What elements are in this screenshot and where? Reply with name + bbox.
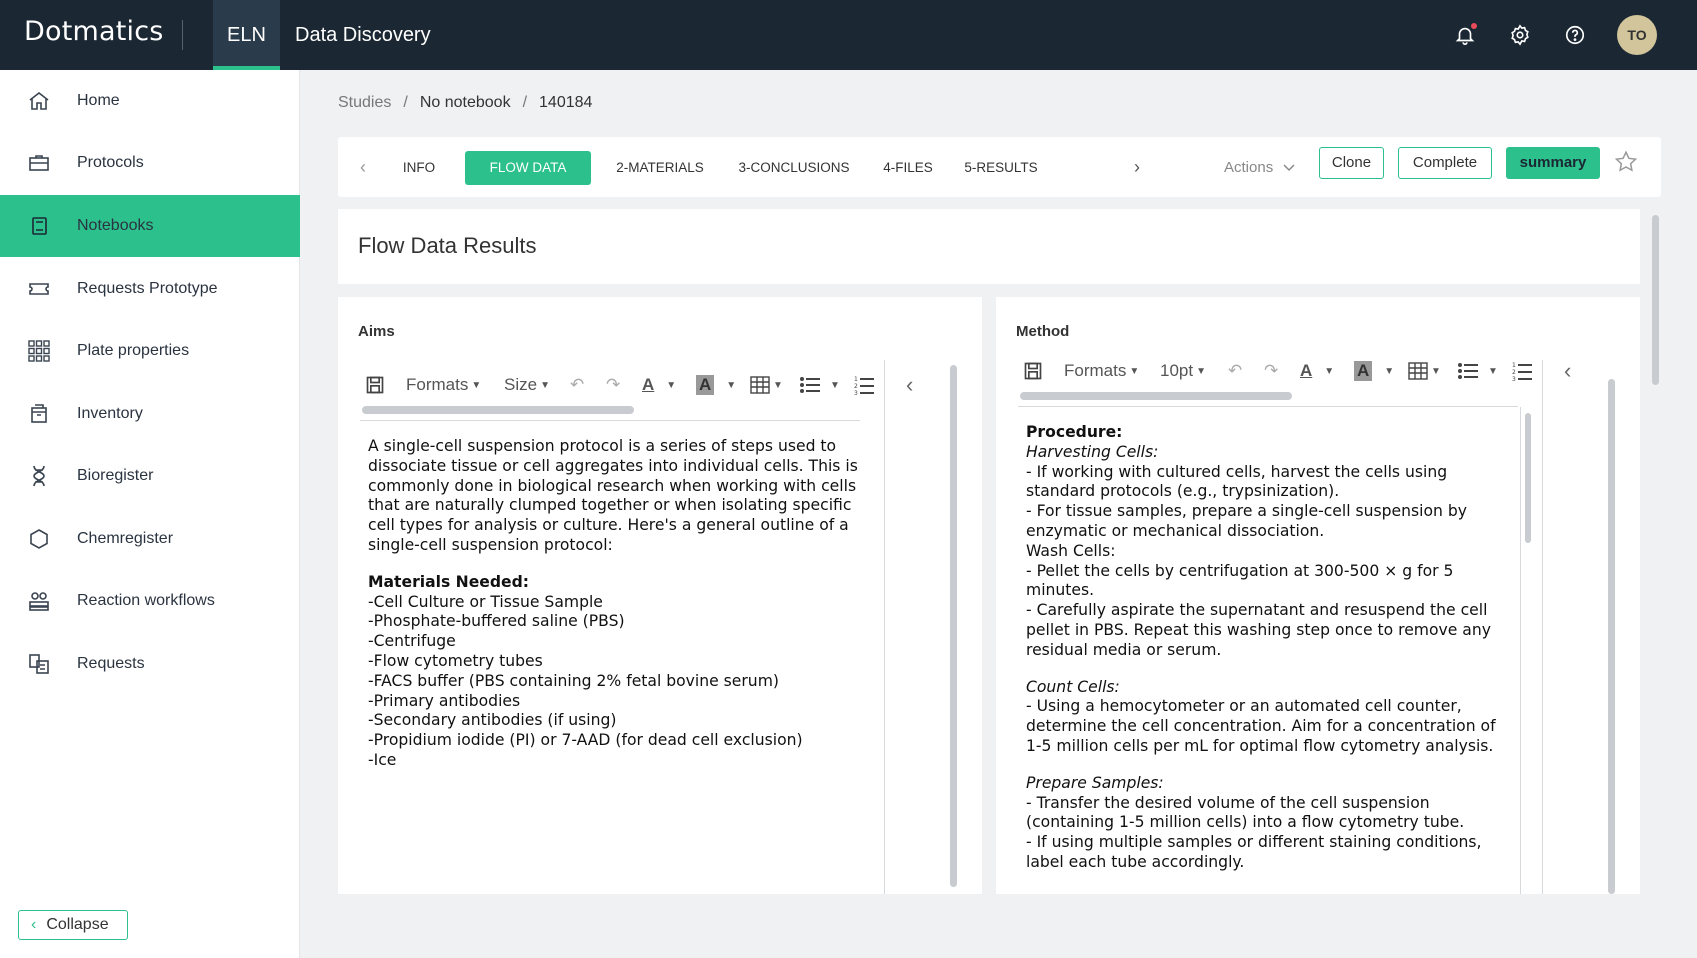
briefcase-icon	[26, 150, 52, 176]
breadcrumb-studies[interactable]: Studies	[338, 94, 392, 111]
aims-intro: A single-cell suspension protocol is a series of steps used to dissociate tissue or cell aggregates into individual cells. This is commonly done in biological research when working with cells that are naturally clumped together or when isolating specific cell types for analysis or culture. Here's a general outline of a single-cell suspension protocol:	[368, 437, 858, 554]
dna-icon	[26, 463, 52, 489]
table-icon[interactable]: ▼	[1408, 353, 1441, 389]
collapse-toolbar-icon[interactable]: ‹	[906, 372, 914, 397]
workflow-icon	[26, 588, 52, 614]
help-icon[interactable]	[1562, 22, 1588, 48]
caret-down-icon: ▼	[1196, 365, 1206, 377]
sidebar-item-plate-properties[interactable]	[0, 320, 300, 382]
aims-toolbar-scrollbar[interactable]	[362, 406, 634, 414]
method-toolbar-scrollbar[interactable]	[1020, 392, 1292, 400]
home-icon	[26, 88, 52, 114]
text-color-icon[interactable]: A ▼	[642, 375, 677, 394]
method-step: - Pellet the cells by centrifugation at 300-500 × g for 5 minutes.	[1026, 561, 1454, 600]
material-item: -Primary antibodies	[368, 691, 521, 710]
highlight-color-icon[interactable]: A ▼	[696, 367, 736, 403]
sidebar	[0, 70, 300, 958]
caret-down-icon: ▼	[471, 379, 482, 391]
requests-icon	[26, 651, 52, 677]
divider	[1018, 406, 1518, 407]
material-item: -Ice	[368, 750, 397, 769]
method-step: - Transfer the desired volume of the cell suspension (containing 1-5 million cells) into a flow cytometry tube.	[1026, 793, 1465, 832]
prepare-heading: Prepare Samples:	[1026, 773, 1164, 792]
aims-scrollbar[interactable]	[950, 365, 957, 887]
breadcrumb-notebook[interactable]: No notebook	[419, 94, 511, 111]
sidebar-item-bioregister[interactable]	[0, 445, 300, 507]
undo-icon[interactable]: ↶	[570, 375, 585, 394]
complete-button[interactable]: Complete	[1398, 147, 1492, 179]
tab-files[interactable]: 4-FILES	[883, 160, 933, 175]
sidebar-item-label: Requests Prototype	[77, 280, 218, 297]
size-dropdown[interactable]	[504, 367, 550, 403]
svg-text:1: 1	[854, 376, 858, 383]
sidebar-item-requests[interactable]	[0, 633, 300, 695]
svg-text:1: 1	[1512, 362, 1516, 369]
tab-info[interactable]: INFO	[402, 160, 436, 175]
summary-button[interactable]: summary	[1506, 147, 1600, 179]
collapse-label: Collapse	[46, 916, 109, 933]
redo-icon[interactable]: ↷	[606, 375, 621, 394]
box-icon	[26, 401, 52, 427]
brand-divider	[182, 20, 183, 50]
tabs-next-icon[interactable]: ›	[1134, 157, 1140, 177]
method-step: - For tissue samples, prepare a single-cell suspension by enzymatic or mechanical dissociation.	[1026, 502, 1467, 540]
table-icon[interactable]: ▼	[750, 367, 783, 403]
clone-button[interactable]: Clone	[1319, 147, 1384, 179]
material-item: -Phosphate-buffered saline (PBS)	[368, 612, 625, 631]
text-color-icon[interactable]: A ▼	[1300, 361, 1335, 380]
redo-icon[interactable]: ↷	[1264, 361, 1279, 380]
wash-heading: Wash Cells:	[1026, 541, 1116, 560]
sidebar-item-label: Reaction workflows	[77, 592, 215, 609]
nav-tab-data-discovery[interactable]: Data Discovery	[295, 24, 431, 46]
sidebar-item-label: Notebooks	[77, 217, 154, 234]
tab-results[interactable]: 5-RESULTS	[964, 160, 1038, 175]
method-editor[interactable]	[1026, 423, 1516, 873]
svg-text:3: 3	[1512, 376, 1516, 381]
aims-editor[interactable]	[368, 437, 868, 771]
bullet-list-icon[interactable]: ▼	[1458, 353, 1498, 389]
formats-label: Formats	[1064, 361, 1127, 380]
method-step: - If using multiple samples or different staining conditions, label each tube accordingly.	[1026, 833, 1482, 871]
font-size-dropdown[interactable]	[1160, 353, 1206, 389]
chevron-down-icon	[1283, 164, 1295, 172]
sidebar-item-requests-prototype[interactable]	[0, 258, 300, 320]
svg-text:2: 2	[854, 383, 858, 390]
main-scrollbar[interactable]	[1652, 215, 1659, 385]
sidebar-item-label: Bioregister	[77, 467, 154, 484]
sidebar-item-notebooks[interactable]	[0, 195, 300, 257]
numbered-list-icon[interactable]	[1512, 353, 1532, 389]
save-icon[interactable]	[365, 367, 385, 403]
caret-down-icon: ▼	[1129, 365, 1140, 377]
harvest-heading: Harvesting Cells:	[1026, 442, 1159, 461]
breadcrumb	[338, 94, 592, 112]
divider	[360, 420, 860, 421]
aims-label: Aims	[358, 323, 395, 340]
material-item: -Centrifuge	[368, 632, 456, 651]
formats-dropdown[interactable]	[1064, 353, 1139, 389]
caret-down-icon: ▼	[540, 379, 550, 391]
count-heading: Count Cells:	[1026, 677, 1120, 696]
divider	[1520, 407, 1521, 894]
method-editor-scrollbar[interactable]	[1525, 413, 1531, 543]
material-item: -Flow cytometry tubes	[368, 651, 543, 670]
hexagon-icon	[26, 526, 52, 552]
aims-panel	[338, 297, 982, 894]
undo-icon[interactable]: ↶	[1228, 361, 1243, 380]
material-item: -FACS buffer (PBS containing 2% fetal bovine serum)	[368, 671, 779, 690]
breadcrumb-current: 140184	[539, 94, 593, 111]
breadcrumb-separator: /	[403, 94, 408, 111]
aims-editor-toolbar	[360, 367, 860, 403]
method-scrollbar[interactable]	[1608, 379, 1615, 894]
method-label: Method	[1016, 323, 1070, 340]
tab-materials[interactable]: 2-MATERIALS	[616, 160, 704, 175]
save-icon[interactable]	[1023, 353, 1043, 389]
method-step: - If working with cultured cells, harvest the cells using standard protocols (e.g., trypsinization).	[1026, 462, 1448, 501]
brand-logo[interactable]: Dotmatics	[24, 16, 164, 47]
sidebar-item-label: Requests	[77, 655, 145, 672]
breadcrumb-separator: /	[522, 94, 528, 111]
font-size-label: 10pt	[1160, 361, 1194, 380]
gear-icon[interactable]	[1507, 22, 1533, 48]
page-title: Flow Data Results	[358, 233, 537, 258]
divider	[1542, 360, 1543, 894]
star-icon[interactable]	[1613, 149, 1639, 175]
top-bar	[0, 0, 1697, 70]
sidebar-item-label: Chemregister	[77, 530, 174, 547]
actions-label: Actions	[1224, 159, 1274, 176]
formats-label: Formats	[406, 375, 469, 394]
method-step: - Using a hemocytometer or an automated cell counter, determine the cell concentration. Aim for a concentration of 1-5 million cells per mL for optimal flow cytometry analysis.	[1026, 697, 1496, 755]
materials-heading: Materials Needed:	[368, 572, 530, 591]
material-item: -Secondary antibodies (if using)	[368, 711, 617, 730]
page-title-card	[338, 209, 1640, 284]
user-avatar[interactable]: TO	[1617, 15, 1657, 55]
actions-dropdown[interactable]	[1224, 151, 1295, 185]
highlight-color-icon[interactable]: A ▼	[1354, 353, 1394, 389]
method-panel	[996, 297, 1640, 894]
bullet-list-icon[interactable]: ▼	[800, 367, 840, 403]
nav-tab-eln[interactable]: ELN	[213, 0, 280, 70]
tab-conclusions[interactable]: 3-CONCLUSIONS	[738, 160, 850, 175]
collapse-toolbar-icon[interactable]: ‹	[1564, 358, 1572, 383]
divider	[884, 360, 885, 894]
sidebar-item-home[interactable]	[0, 70, 300, 132]
sidebar-item-label: Protocols	[77, 154, 144, 171]
sidebar-item-inventory[interactable]	[0, 383, 300, 445]
procedure-heading: Procedure:	[1026, 423, 1123, 441]
formats-dropdown[interactable]	[406, 367, 481, 403]
svg-text:3: 3	[854, 390, 858, 395]
sidebar-item-label: Inventory	[77, 405, 143, 422]
grid-icon	[26, 338, 52, 364]
notification-dot	[1471, 23, 1477, 29]
sidebar-item-label: Plate properties	[77, 342, 190, 359]
notebook-icon	[26, 213, 52, 239]
material-item: -Cell Culture or Tissue Sample	[368, 592, 603, 611]
sidebar-item-reaction-workflows[interactable]	[0, 570, 300, 632]
material-item: -Propidium iodide (PI) or 7-AAD (for dead cell exclusion)	[368, 731, 803, 750]
svg-text:2: 2	[1512, 369, 1516, 376]
collapse-button[interactable]	[18, 910, 128, 940]
bell-icon[interactable]	[1452, 22, 1478, 48]
tabs-prev-icon[interactable]: ‹	[360, 157, 366, 177]
sidebar-item-protocols[interactable]	[0, 132, 300, 194]
sidebar-item-label: Home	[77, 92, 120, 109]
method-editor-toolbar	[1018, 353, 1518, 389]
size-label: Size	[504, 375, 538, 394]
ticket-icon	[26, 276, 52, 302]
sidebar-item-chemregister[interactable]	[0, 508, 300, 570]
numbered-list-icon[interactable]	[854, 367, 874, 403]
tab-flow-data[interactable]: FLOW DATA	[465, 151, 591, 185]
chevron-left-icon: ‹	[31, 916, 37, 933]
section-tabs-bar	[338, 137, 1661, 197]
method-step: - Carefully aspirate the supernatant and resuspend the cell pellet in PBS. Repeat this washing step once to remove any residual media or serum.	[1026, 601, 1491, 659]
